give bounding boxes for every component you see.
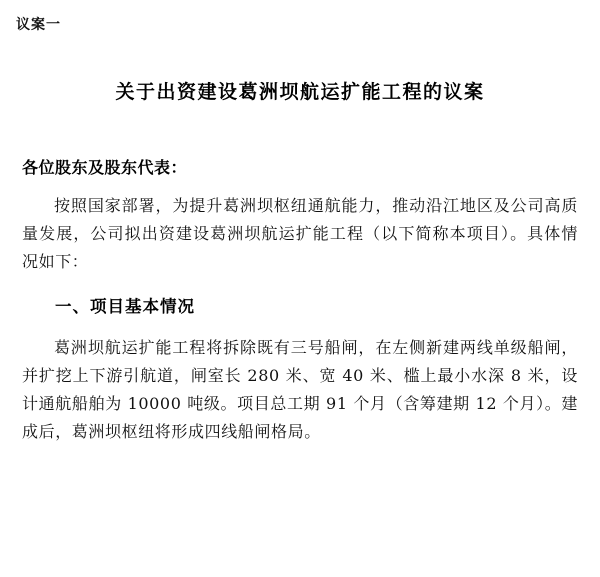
document-body [0, 62, 600, 446]
intro-paragraph: 按照国家部署，为提升葛洲坝枢纽通航能力，推动沿江地区及公司高质量发展，公司拟出资建设葛洲坝航运扩能工程（以下简称本项目）。具体情况如下： [22, 195, 578, 271]
proposal-label: 议案一 [16, 17, 61, 33]
section-one-paragraph: 葛洲坝航运扩能工程将拆除既有三号船闸，在左侧新建两线单级船闸，并扩挖上下游引航道，闸室长 280 米、宽 40 米、槛上最小水深 8 米，设计通航船舶为 10000 吨级。项目总工期 91 个月（含筹建期 12 个月）。建成后，葛洲坝枢纽将形成四线船闸格局。 [22, 337, 578, 441]
section-heading-one: 一、项目基本情况 [55, 296, 195, 316]
salutation: 各位股东及股东代表： [22, 157, 188, 177]
page-title: 关于出资建设葛洲坝航运扩能工程的议案 [115, 81, 485, 103]
